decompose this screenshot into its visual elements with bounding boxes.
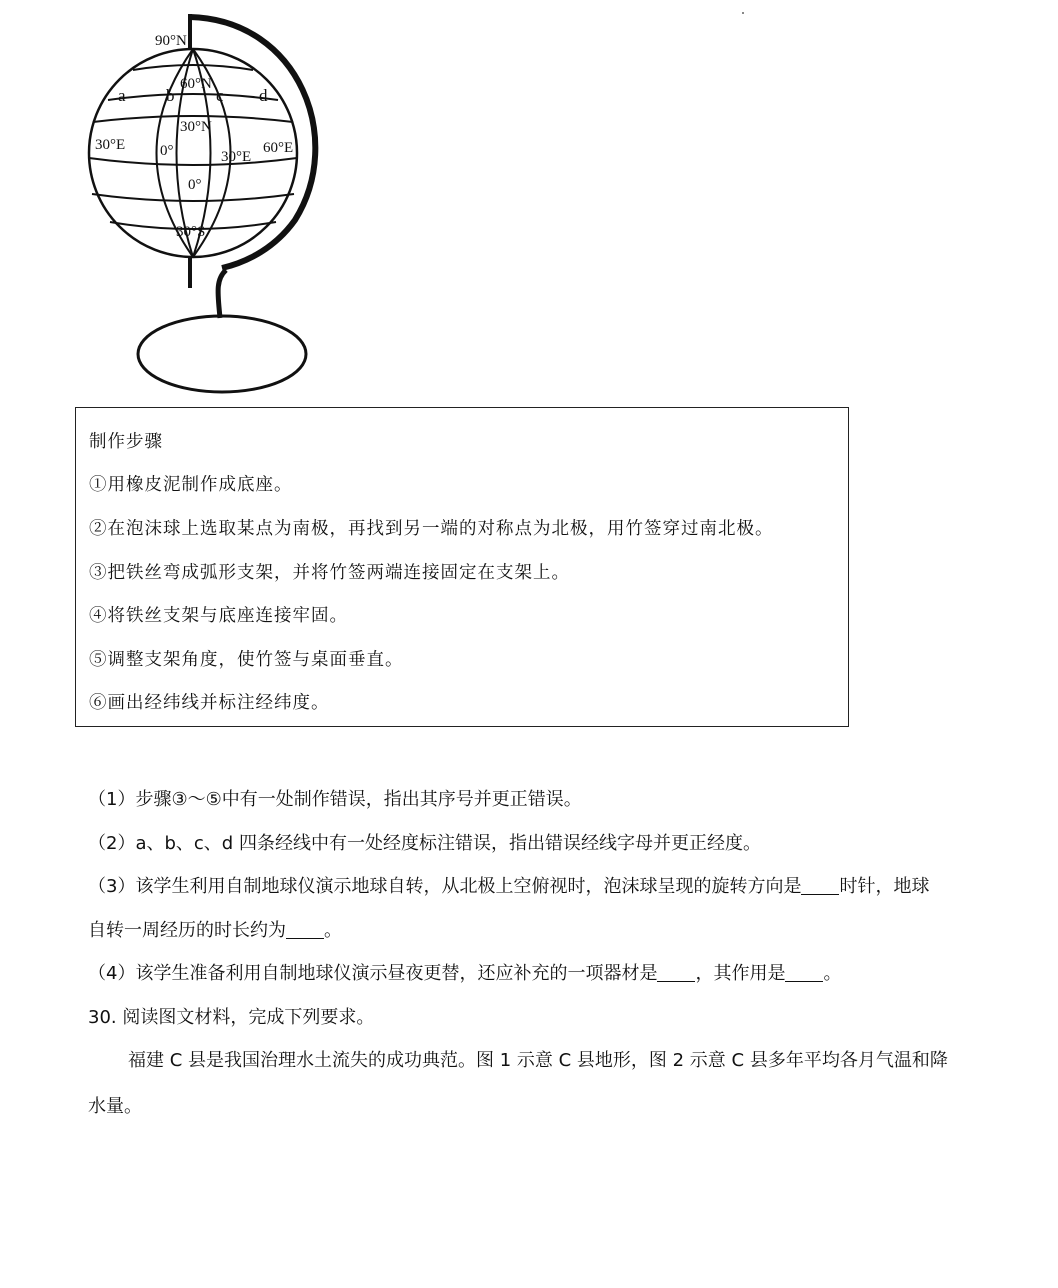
question-30-paragraph-2: 水量。	[88, 1096, 142, 1117]
label-meridian-a: a	[118, 86, 126, 105]
label-lat-0: 0°	[188, 177, 202, 193]
question-4	[88, 959, 841, 985]
question-30-paragraph-1: 福建 C 县是我国治理水土流失的成功典范。图 1 示意 C 县地形，图 2 示意 C 县多年平均各月气温和降	[128, 1050, 948, 1071]
question-2: （2）a、b、c、d 四条经线中有一处经度标注错误，指出错误经线字母并更正经度。	[88, 833, 761, 854]
label-lon-30e-mid: 30°E	[221, 149, 252, 165]
label-lon-60e: 60°E	[263, 140, 294, 156]
label-lon-0: 0°	[160, 143, 174, 159]
question-1: （1）步骤③～⑤中有一处制作错误，指出其序号并更正错误。	[88, 789, 582, 810]
question-30-title: 30. 阅读图文材料，完成下列要求。	[88, 1007, 375, 1028]
answer-blank	[286, 920, 324, 939]
label-north-pole: 90°N	[155, 33, 187, 49]
stand-stem	[218, 270, 226, 318]
question-4-text-c: 。	[823, 963, 842, 984]
question-3-text-b: 时针，地球	[839, 876, 930, 897]
label-meridian-d: d	[259, 86, 268, 105]
step-3: ③把铁丝弯成弧形支架，并将竹签两端连接固定在支架上。	[89, 563, 570, 583]
step-5: ⑤调整支架角度，使竹签与桌面垂直。	[89, 650, 404, 670]
question-4-text-b: ，其作用是	[695, 963, 786, 984]
stand-base	[138, 316, 306, 392]
question-4-text-a: （4）该学生准备利用自制地球仪演示昼夜更替，还应补充的一项器材是	[88, 963, 658, 984]
answer-blank	[657, 963, 695, 982]
step-6: ⑥画出经纬线并标注经纬度。	[89, 693, 330, 713]
steps-box	[75, 407, 849, 727]
question-3-text-d: 。	[324, 920, 342, 941]
globe-diagram	[80, 8, 340, 400]
label-lat-60n: 60°N	[180, 76, 212, 92]
steps-title: 制作步骤	[89, 432, 163, 452]
question-3-cont	[88, 916, 342, 942]
label-lat-30n: 30°N	[180, 119, 212, 135]
answer-blank	[785, 963, 823, 982]
label-lat-30s: 30°S	[176, 224, 206, 240]
question-3-text-c: 自转一周经历的时长约为	[88, 920, 286, 941]
answer-blank	[801, 876, 839, 895]
step-1: ①用橡皮泥制作成底座。	[89, 475, 293, 495]
speck	[742, 12, 744, 14]
step-2: ②在泡沫球上选取某点为南极，再找到另一端的对称点为北极，用竹签穿过南北极。	[89, 519, 774, 539]
label-meridian-c: c	[216, 86, 224, 105]
question-3	[88, 872, 929, 898]
label-lon-30e-left: 30°E	[95, 137, 126, 153]
label-meridian-b: b	[166, 86, 175, 105]
question-3-text-a: （3）该学生利用自制地球仪演示地球自转，从北极上空俯视时，泡沫球呈现的旋转方向是	[88, 876, 802, 897]
step-4: ④将铁丝支架与底座连接牢固。	[89, 606, 348, 626]
